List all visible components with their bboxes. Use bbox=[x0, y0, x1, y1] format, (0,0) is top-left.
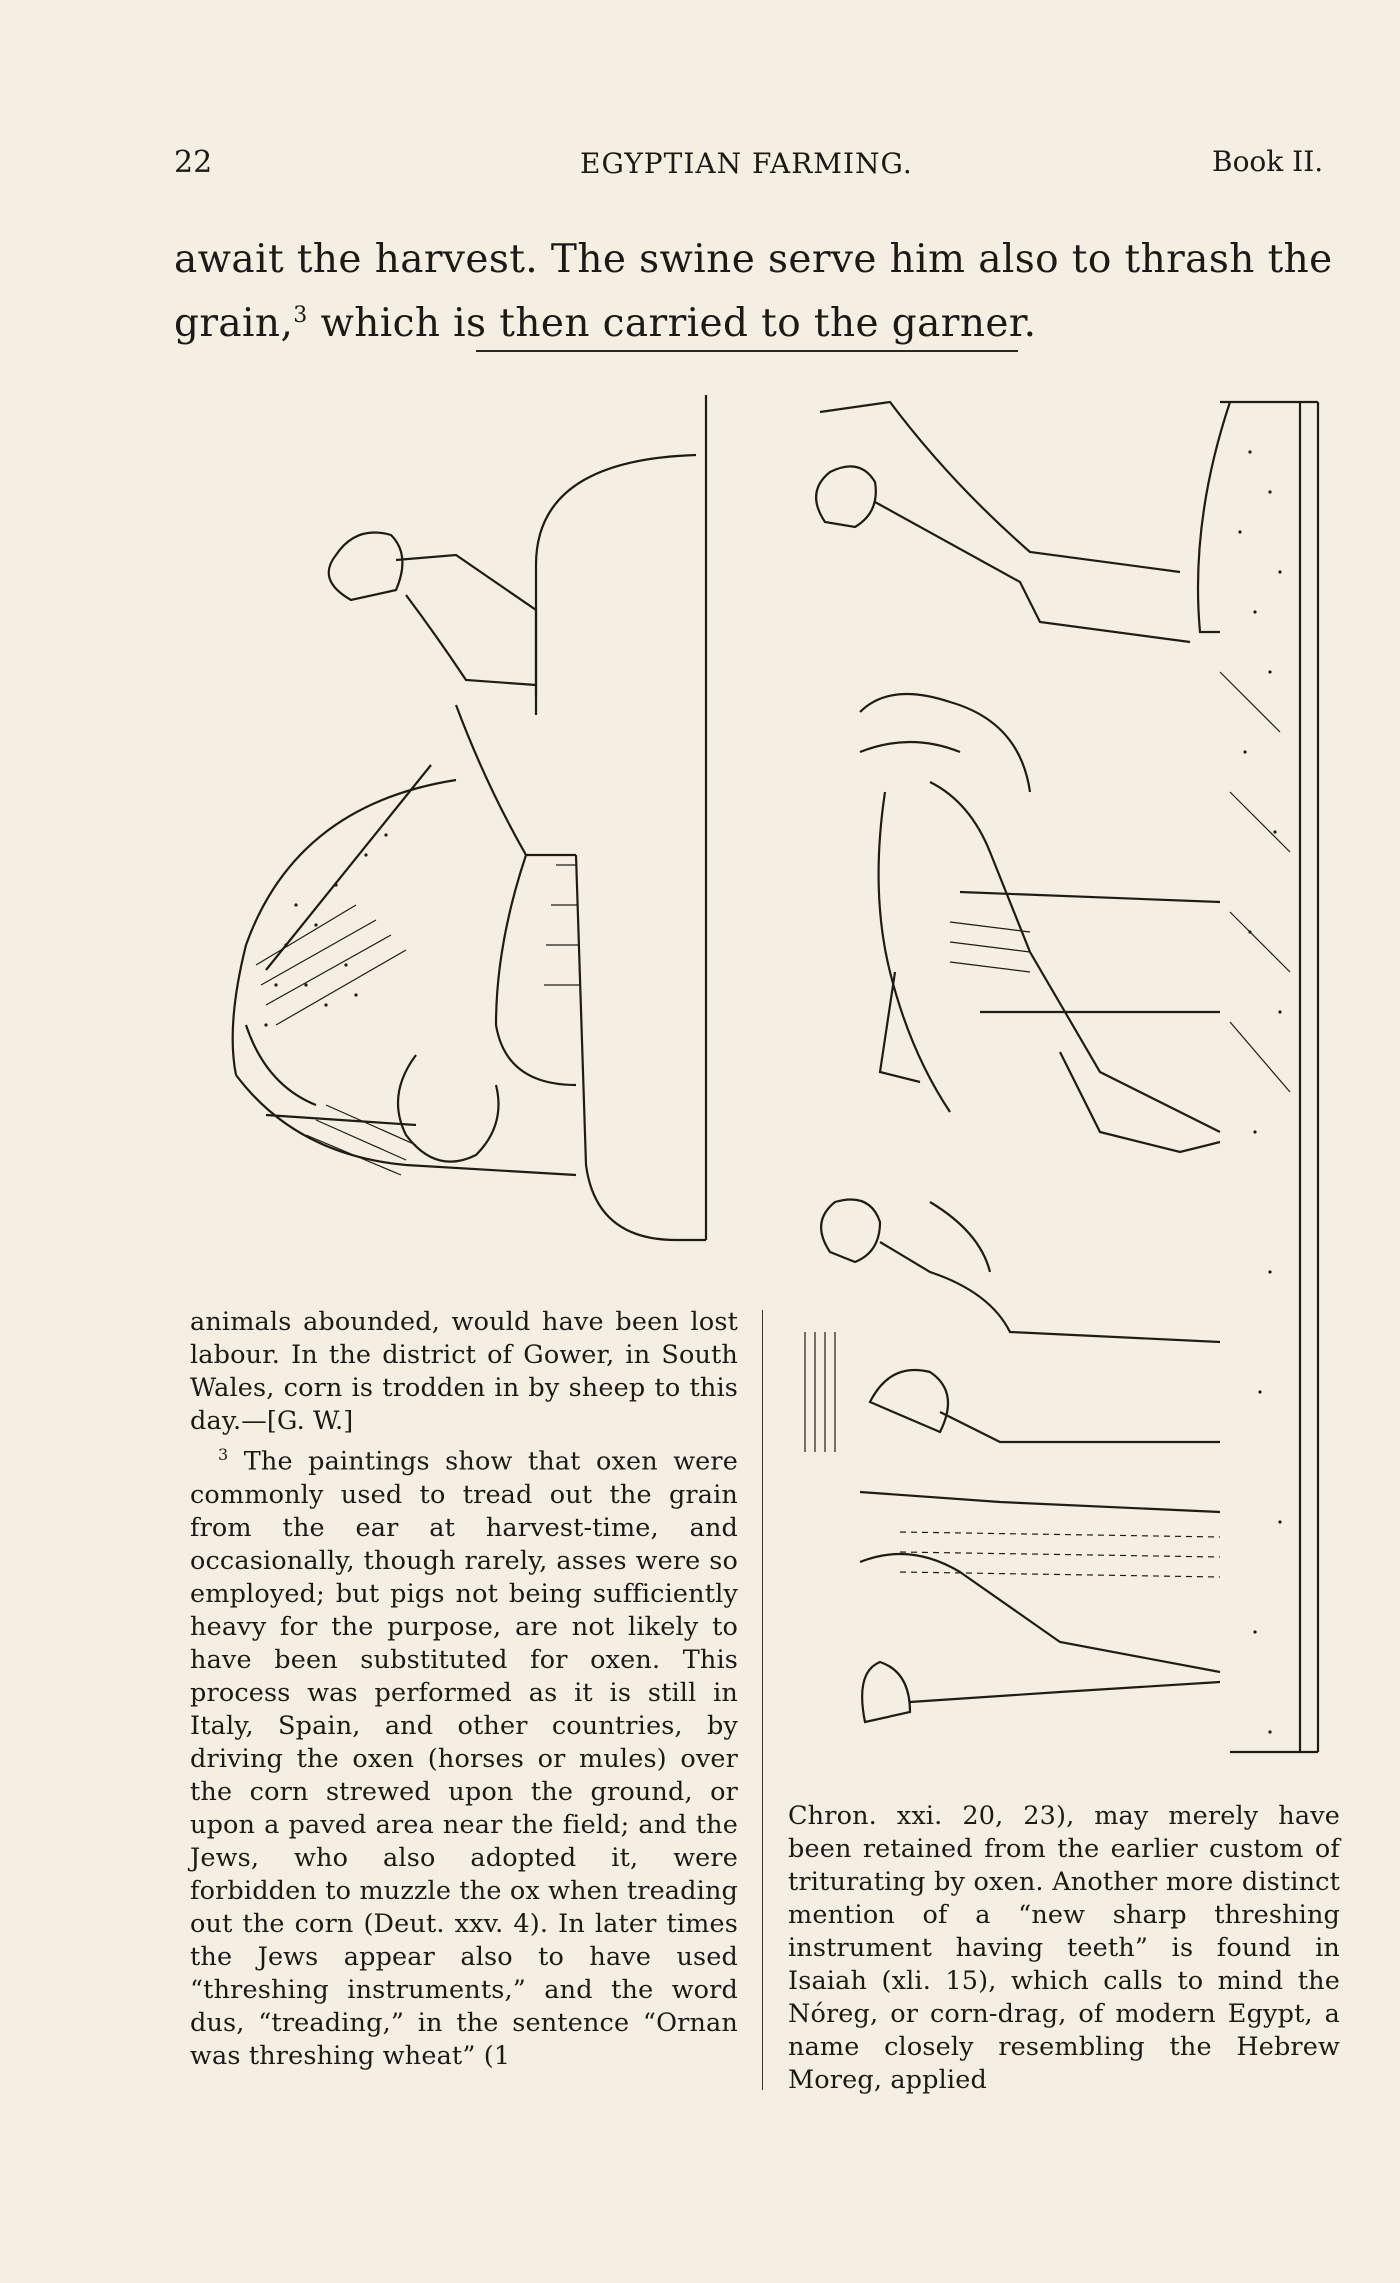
goad-stick bbox=[266, 765, 431, 970]
figure-body bbox=[396, 555, 536, 715]
lead-text-part-1: await the harvest. The swine serve him also to thrash the grain, bbox=[174, 237, 1333, 346]
hatch bbox=[900, 1552, 1220, 1557]
left-column-text bbox=[190, 1306, 738, 2073]
lead-paragraph bbox=[174, 232, 1344, 352]
hatch bbox=[900, 1572, 1220, 1577]
column-divider bbox=[762, 1310, 763, 2090]
footnote-3-text: The paintings show that oxen were commonly used to tread out the grain from the ear at harvest-time, and occasionally, though rarely, asses were so employed; but pigs not being sufficiently heavy for the purpose, are not likely to have been substituted for oxen. This process was performed as it is still in Italy, Spain, and other countries, by driving the oxen (horses or mules) over the corn strewed upon the ground, or upon a paved area near the field; and the Jews, who also adopted it, were forbidden to muzzle the ox when treading out the corn (Deut. xxv. 4). In later times the Jews appear also to have used “threshing instruments,” and the word dus, “treading,” in the sentence “Ornan was threshing wheat” (1 bbox=[190, 1446, 738, 2071]
fourth-figure-head bbox=[862, 1662, 910, 1722]
ox-horn bbox=[860, 694, 1030, 792]
animal-leg bbox=[246, 1025, 416, 1125]
hatch bbox=[306, 1135, 401, 1175]
threshing-illustration-left bbox=[206, 385, 726, 1255]
curved-wall bbox=[576, 855, 676, 1240]
animal-body bbox=[496, 855, 576, 1085]
animal-back bbox=[456, 705, 576, 855]
hatch bbox=[950, 942, 1030, 952]
grain-dots bbox=[264, 833, 387, 1026]
threshing-floor-line bbox=[860, 1492, 1220, 1512]
grain-heap bbox=[1198, 402, 1230, 632]
right-column-text bbox=[788, 1800, 1340, 2097]
section-rule bbox=[476, 350, 1018, 352]
threshing-illustration-right bbox=[800, 372, 1325, 1800]
grain-stalk bbox=[1230, 912, 1290, 972]
lead-text-part-2: which is then carried to the garner. bbox=[307, 301, 1037, 346]
grain-stalk bbox=[1230, 1022, 1290, 1092]
hatch bbox=[256, 905, 356, 965]
running-title: EGYPTIAN FARMING. bbox=[580, 147, 913, 180]
second-driver-arm bbox=[930, 1202, 990, 1272]
book-label: Book II. bbox=[1212, 145, 1324, 178]
curved-wall bbox=[536, 455, 696, 695]
page-number: 22 bbox=[174, 145, 213, 180]
figure-arm bbox=[406, 595, 536, 685]
footnote-continuation: animals abounded, would have been lost labour. In the district of Gower, in South Wales, corn is trodden in by sheep to this day.—[G. W.] bbox=[190, 1307, 738, 1436]
whip bbox=[880, 972, 920, 1082]
hatch bbox=[276, 950, 406, 1025]
footnote-3 bbox=[190, 1438, 738, 2073]
third-figure-head bbox=[870, 1370, 948, 1432]
grain-stalk bbox=[1220, 672, 1280, 732]
figure-head bbox=[329, 533, 403, 601]
ox-legs bbox=[960, 892, 1220, 1012]
grain-stalk bbox=[1230, 792, 1290, 852]
grain-dots bbox=[1238, 450, 1281, 1733]
hatch bbox=[950, 962, 1030, 972]
hatch bbox=[900, 1532, 1220, 1537]
animal-head bbox=[398, 1055, 499, 1162]
third-figure-body bbox=[940, 1412, 1220, 1442]
footnote-continuation-right: Chron. xxi. 20, 23), may merely have been retained from the earlier custom of triturating by oxen. Another more distinct mention of a “new sharp threshing instrument having teeth” is found in Isaiah (xli. 15), which calls to mind the Nóreg, or corn-drag, of modern Egypt, a name closely resembling the Hebrew Moreg, applied bbox=[788, 1801, 1340, 2095]
ox-head bbox=[879, 792, 950, 1112]
footnote-number: 3 bbox=[218, 1445, 229, 1464]
second-driver-head bbox=[821, 1200, 880, 1263]
ox-back bbox=[930, 782, 1220, 1132]
ox-tail bbox=[1060, 1052, 1220, 1152]
grain-heap bbox=[233, 780, 456, 1075]
running-head bbox=[0, 145, 1400, 195]
left-figure-drawing bbox=[206, 385, 726, 1255]
ox-horn bbox=[860, 742, 960, 752]
driver-head bbox=[816, 466, 876, 527]
driver-body bbox=[875, 502, 1190, 642]
second-driver-body bbox=[880, 1242, 1220, 1342]
footnote-ref: 3 bbox=[293, 303, 308, 328]
fourth-figure-body bbox=[910, 1682, 1220, 1702]
right-figure-drawing bbox=[800, 372, 1325, 1800]
driver-arm bbox=[820, 402, 1180, 572]
hatch bbox=[316, 1120, 406, 1160]
